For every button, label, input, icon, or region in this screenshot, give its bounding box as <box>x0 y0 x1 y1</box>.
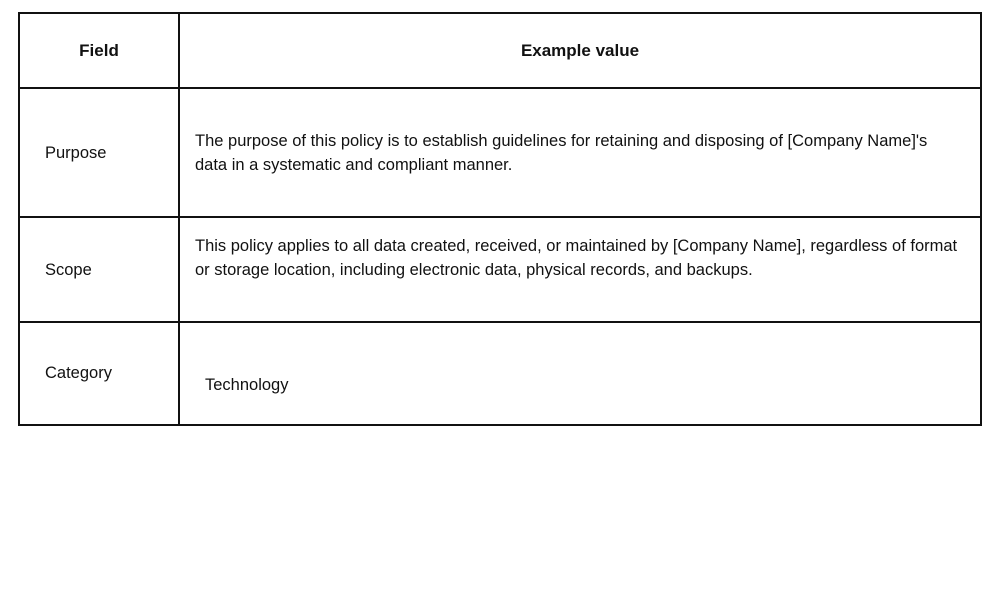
value-purpose: The purpose of this policy is to establish guidelines for retaining and disposing of [Company Name]'s data in a systematic and compliant manner. <box>195 131 928 174</box>
policy-table <box>18 12 982 426</box>
field-label-category: Category <box>45 364 112 382</box>
field-label-purpose: Purpose <box>45 143 107 162</box>
header-example-value: Example value <box>520 40 640 60</box>
value-scope: This policy applies to all data created, received, or maintained by [Company Name], regardless of format or storage location, including electronic data, physical records, and backups. <box>195 237 958 279</box>
table-row-purpose <box>20 87 980 216</box>
table-row-scope <box>20 216 980 321</box>
header-field: Field <box>79 40 119 60</box>
field-label-scope: Scope <box>45 261 92 279</box>
table-row-category <box>20 321 980 424</box>
table-header-row <box>20 14 980 87</box>
value-category: Technology <box>205 376 289 394</box>
